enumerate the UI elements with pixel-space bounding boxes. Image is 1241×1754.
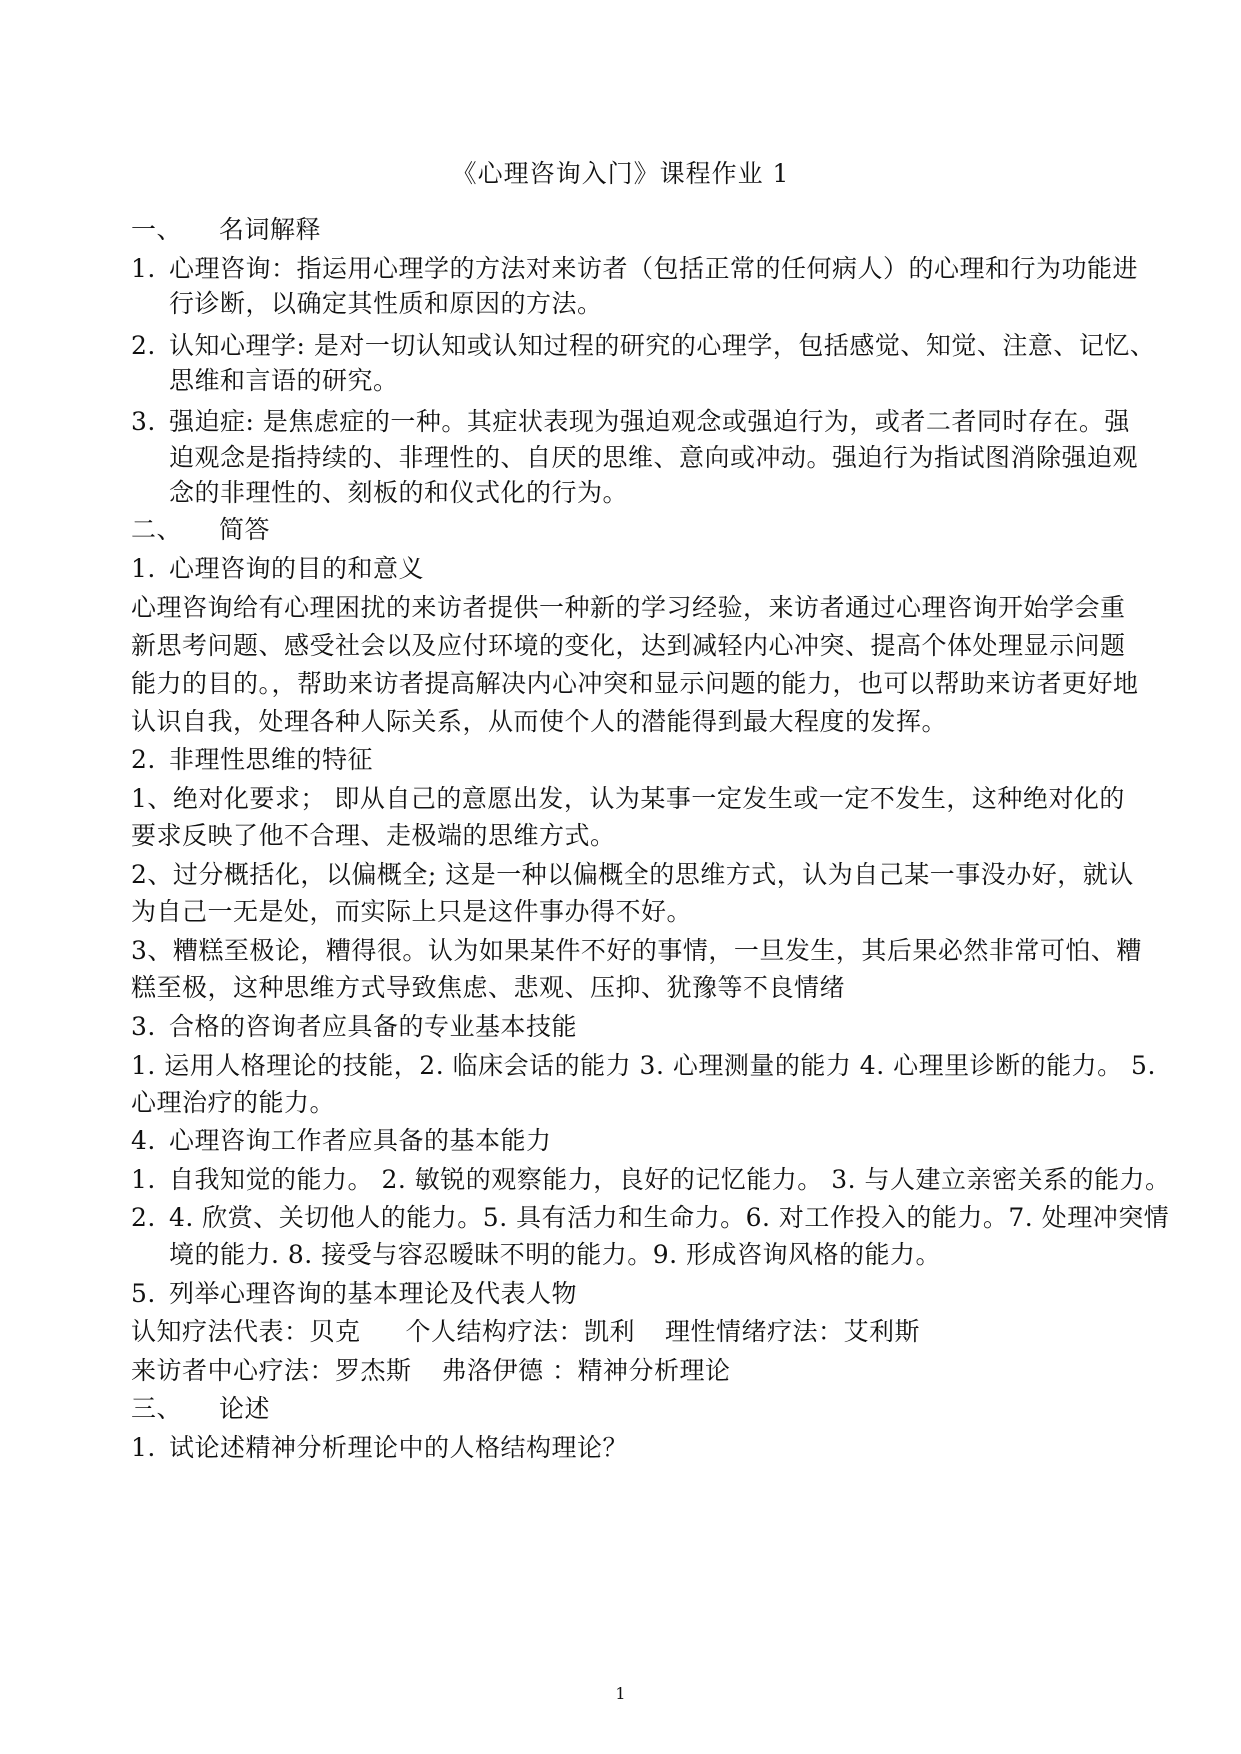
question-text: 试论述精神分析理论中的人格结构理论？ bbox=[169, 1433, 629, 1462]
section-label: 名词解释 bbox=[219, 215, 322, 244]
answer-line: 认识自我，处理各种人际关系，从而使个人的潜能得到最大程度的发挥。 bbox=[131, 707, 948, 736]
section-label: 简答 bbox=[219, 515, 271, 544]
theory-entry: 理性情绪疗法：艾利斯 bbox=[665, 1317, 921, 1346]
question-5-title bbox=[131, 1278, 1121, 1310]
answer-line: 2、过分概括化，以偏概全; 这是一种以偏概全的思维方式，认为自己某一事没办好，就认 bbox=[131, 860, 1134, 889]
item-number: 1. bbox=[131, 554, 156, 583]
answer-line: 境的能力. 8. 接受与容忍暧昧不明的能力。9. 形成咨询风格的能力。 bbox=[169, 1240, 941, 1269]
answer-line: 能力的目的。，帮助来访者提高解决内心冲突和显示问题的能力，也可以帮助来访者更好地 bbox=[131, 669, 1139, 698]
answer-line: 1、绝对化要求； 即从自己的意愿出发，认为某事一定发生或一定不发生，这种绝对化的 bbox=[131, 784, 1125, 813]
item-number: 2. bbox=[131, 745, 156, 774]
definition-2 bbox=[131, 330, 1156, 362]
definition-3-cont: 迫观念是指持续的、非理性的、自厌的思维、意向或冲动。强迫行为指试图消除强迫观 bbox=[169, 443, 1139, 472]
definition-1-cont: 行诊断，以确定其性质和原因的方法。 bbox=[169, 289, 603, 318]
theory-entry: 来访者中心疗法：罗杰斯 bbox=[131, 1356, 412, 1385]
answer-text: 自我知觉的能力。 2. 敏锐的观察能力，良好的记忆能力。 3. 与人建立亲密关系的能力。 bbox=[169, 1165, 1171, 1194]
question-text: 列举心理咨询的基本理论及代表人物 bbox=[169, 1279, 578, 1308]
section-number: 一、 bbox=[131, 215, 183, 244]
section-label: 论述 bbox=[219, 1394, 271, 1423]
definition-3-cont: 念的非理性的、刻板的和仪式化的行为。 bbox=[169, 478, 629, 507]
question-4-title bbox=[131, 1125, 1121, 1157]
section-number: 二、 bbox=[131, 515, 183, 544]
essay-question-1 bbox=[131, 1432, 1121, 1464]
section-number: 三、 bbox=[131, 1394, 183, 1423]
answer-line: 1. 运用人格理论的技能，2. 临床会话的能力 3. 心理测量的能力 4. 心理里诊断的能力。 5. bbox=[131, 1051, 1156, 1080]
section-heading-3 bbox=[131, 1393, 1121, 1425]
item-number: 3. bbox=[131, 1012, 156, 1041]
definition-1 bbox=[131, 253, 1139, 285]
item-number: 1. bbox=[131, 1433, 156, 1462]
theory-entry: 个人结构疗法：凯利 bbox=[405, 1317, 636, 1346]
question-2-title bbox=[131, 744, 1121, 776]
item-number: 2. bbox=[131, 1203, 156, 1232]
question-text: 心理咨询的目的和意义 bbox=[169, 554, 425, 583]
theory-row-1 bbox=[131, 1316, 1121, 1348]
question-text: 合格的咨询者应具备的专业基本技能 bbox=[169, 1012, 578, 1041]
item-number: 3. bbox=[131, 407, 156, 436]
definition-text: 强迫症: 是焦虑症的一种。其症状表现为强迫观念或强迫行为，或者二者同时存在。强 bbox=[169, 407, 1130, 436]
item-number: 1. bbox=[131, 254, 156, 283]
section-heading-2 bbox=[131, 514, 1121, 546]
answer-line: 为自己一无是处，而实际上只是这件事办得不好。 bbox=[131, 897, 693, 926]
answer-line: 糕至极，这种思维方式导致焦虑、悲观、压抑、犹豫等不良情绪 bbox=[131, 973, 846, 1002]
theory-row-2 bbox=[131, 1355, 1121, 1387]
answer-line: 新思考问题、感受社会以及应付环境的变化，达到减轻内心冲突、提高个体处理显示问题 bbox=[131, 631, 1126, 660]
question-text: 心理咨询工作者应具备的基本能力 bbox=[169, 1126, 552, 1155]
item-number: 1. bbox=[131, 1165, 156, 1194]
theory-entry: 认知疗法代表：贝克 bbox=[131, 1317, 361, 1346]
item-number: 2. bbox=[131, 331, 156, 360]
question-3-title bbox=[131, 1011, 1121, 1043]
answer-line: 3、糟糕至极论，糟得很。认为如果某件不好的事情，一旦发生，其后果必然非常可怕、糟 bbox=[131, 936, 1142, 965]
answer-line bbox=[131, 1164, 1171, 1196]
answer-line bbox=[131, 1202, 1170, 1234]
item-number: 5. bbox=[131, 1279, 156, 1308]
theory-entry: 弗洛伊德 ：精神分析理论 bbox=[441, 1356, 731, 1385]
document-title: 《心理咨询入门》课程作业 1 bbox=[451, 159, 790, 188]
definition-2-cont: 思维和言语的研究。 bbox=[169, 366, 399, 395]
page-number: 1 bbox=[615, 1684, 626, 1703]
definition-text: 认知心理学: 是对一切认知或认知过程的研究的心理学，包括感觉、知觉、注意、记忆、 bbox=[169, 331, 1156, 360]
definition-3 bbox=[131, 406, 1130, 438]
answer-line: 心理咨询给有心理困扰的来访者提供一种新的学习经验，来访者通过心理咨询开始学会重 bbox=[131, 593, 1126, 622]
answer-line: 心理治疗的能力。 bbox=[131, 1088, 336, 1117]
item-number: 4. bbox=[131, 1126, 156, 1155]
answer-text: 4. 欣赏、关切他人的能力。5. 具有活力和生命力。6. 对工作投入的能力。7. 处理冲突情 bbox=[169, 1203, 1170, 1232]
question-text: 非理性思维的特征 bbox=[169, 745, 374, 774]
section-heading-1 bbox=[131, 214, 1121, 246]
answer-line: 要求反映了他不合理、走极端的思维方式。 bbox=[131, 821, 616, 850]
question-1-title bbox=[131, 553, 1121, 585]
definition-text: 心理咨询：指运用心理学的方法对来访者（包括正常的任何病人）的心理和行为功能进 bbox=[169, 254, 1139, 283]
